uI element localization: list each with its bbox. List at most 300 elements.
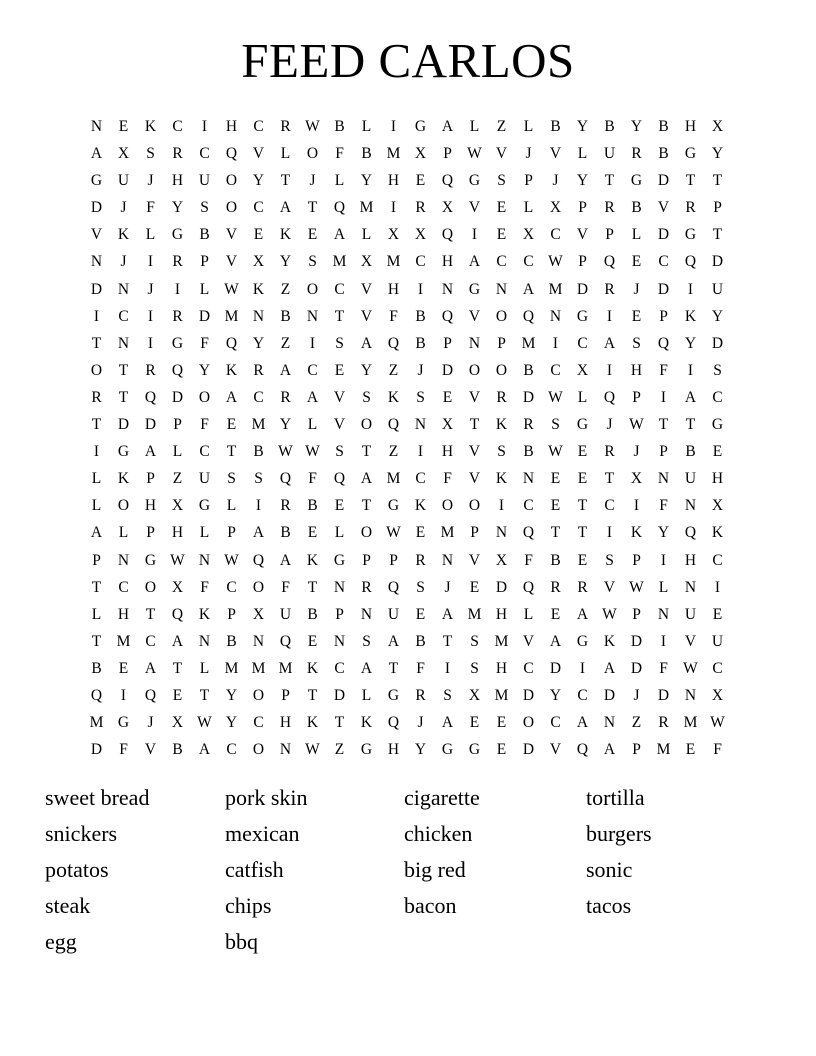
grid-cell[interactable]: G (360, 741, 373, 759)
grid-cell[interactable]: O (360, 524, 373, 542)
grid-cell[interactable]: Q (144, 388, 157, 406)
grid-cell[interactable]: Q (252, 551, 265, 569)
grid-cell[interactable]: W (170, 551, 185, 569)
grid-cell[interactable]: T (685, 172, 696, 190)
grid-cell[interactable]: U (711, 280, 724, 298)
grid-cell[interactable]: C (253, 118, 264, 135)
grid-cell[interactable]: E (712, 443, 723, 461)
grid-cell[interactable]: X (171, 497, 184, 515)
grid-cell[interactable]: K (414, 497, 427, 515)
grid-cell[interactable]: L (523, 199, 534, 217)
grid-cell[interactable]: O (360, 416, 373, 434)
grid-cell[interactable]: I (552, 334, 559, 352)
grid-cell[interactable]: E (415, 605, 426, 623)
grid-cell[interactable]: Z (388, 361, 399, 379)
word-list-item[interactable]: big red (404, 857, 466, 882)
grid-cell[interactable]: Z (496, 118, 507, 135)
grid-cell[interactable]: Q (657, 334, 670, 352)
grid-cell[interactable]: A (441, 118, 454, 135)
grid-cell[interactable]: P (470, 524, 479, 542)
grid-cell[interactable]: B (523, 361, 534, 379)
grid-cell[interactable]: J (525, 145, 532, 163)
grid-cell[interactable]: D (117, 416, 130, 434)
grid-cell[interactable]: L (226, 497, 237, 515)
grid-cell[interactable]: A (360, 470, 373, 488)
grid-cell[interactable]: J (633, 280, 640, 298)
grid-cell[interactable]: C (253, 388, 264, 406)
grid-cell[interactable]: G (576, 416, 589, 434)
grid-cell[interactable]: F (659, 659, 668, 677)
grid-cell[interactable]: B (415, 307, 426, 325)
grid-cell[interactable]: D (522, 686, 535, 704)
grid-cell[interactable]: V (468, 551, 481, 569)
grid-cell[interactable]: A (603, 741, 616, 759)
grid-cell[interactable]: H (495, 659, 508, 677)
grid-cell[interactable]: Y (711, 145, 724, 163)
grid-cell[interactable]: N (117, 334, 130, 352)
grid-cell[interactable]: O (144, 578, 157, 596)
grid-cell[interactable]: J (552, 172, 559, 190)
grid-cell[interactable]: N (198, 551, 211, 569)
grid-cell[interactable]: O (225, 172, 238, 190)
grid-cell[interactable]: A (306, 388, 319, 406)
grid-cell[interactable]: E (118, 118, 129, 135)
grid-cell[interactable]: N (90, 118, 103, 135)
grid-cell[interactable]: G (468, 741, 481, 759)
grid-cell[interactable]: Z (172, 470, 183, 488)
grid-cell[interactable]: E (550, 605, 561, 623)
grid-cell[interactable]: V (603, 578, 616, 596)
grid-cell[interactable]: M (656, 741, 671, 759)
grid-cell[interactable]: S (227, 470, 236, 488)
grid-cell[interactable]: G (387, 497, 400, 515)
grid-cell[interactable]: I (498, 497, 505, 515)
grid-cell[interactable]: M (278, 659, 293, 677)
grid-cell[interactable]: F (146, 199, 155, 217)
grid-cell[interactable]: M (386, 253, 401, 271)
grid-cell[interactable]: M (494, 632, 509, 650)
grid-cell[interactable]: J (120, 253, 127, 271)
grid-cell[interactable]: M (494, 686, 509, 704)
grid-cell[interactable]: X (441, 416, 454, 434)
grid-cell[interactable]: D (171, 388, 184, 406)
grid-cell[interactable]: T (172, 659, 183, 677)
grid-cell[interactable]: N (495, 524, 508, 542)
grid-cell[interactable]: W (197, 714, 212, 732)
grid-cell[interactable]: J (147, 280, 154, 298)
grid-cell[interactable]: T (307, 199, 318, 217)
grid-cell[interactable]: T (577, 497, 588, 515)
grid-cell[interactable]: M (440, 524, 455, 542)
grid-cell[interactable]: T (604, 470, 615, 488)
grid-cell[interactable]: O (117, 497, 130, 515)
grid-cell[interactable]: Q (522, 307, 535, 325)
grid-cell[interactable]: S (470, 659, 479, 677)
grid-cell[interactable]: L (145, 226, 156, 244)
grid-cell[interactable]: E (550, 497, 561, 515)
grid-cell[interactable]: H (441, 443, 454, 461)
grid-cell[interactable]: T (361, 497, 372, 515)
grid-cell[interactable]: I (390, 118, 397, 135)
grid-cell[interactable]: I (687, 361, 694, 379)
grid-cell[interactable]: H (387, 172, 400, 190)
grid-cell[interactable]: D (522, 388, 535, 406)
grid-cell[interactable]: I (660, 632, 667, 650)
grid-cell[interactable]: D (711, 334, 724, 352)
grid-cell[interactable]: L (361, 118, 372, 135)
grid-cell[interactable]: U (603, 145, 616, 163)
grid-cell[interactable]: E (307, 632, 318, 650)
grid-cell[interactable]: E (334, 497, 345, 515)
grid-cell[interactable]: H (387, 280, 400, 298)
grid-cell[interactable]: J (633, 443, 640, 461)
grid-cell[interactable]: N (414, 416, 427, 434)
grid-cell[interactable]: D (90, 741, 103, 759)
grid-cell[interactable]: O (306, 280, 319, 298)
grid-cell[interactable]: X (414, 226, 427, 244)
word-list-item[interactable]: cigarette (404, 785, 480, 810)
grid-cell[interactable]: L (118, 524, 129, 542)
grid-cell[interactable]: P (659, 307, 668, 325)
grid-cell[interactable]: H (684, 118, 697, 135)
grid-cell[interactable]: A (360, 334, 373, 352)
grid-cell[interactable]: F (200, 416, 209, 434)
grid-cell[interactable]: S (308, 253, 317, 271)
grid-cell[interactable]: W (305, 118, 320, 135)
grid-cell[interactable]: O (252, 578, 265, 596)
grid-cell[interactable]: S (497, 443, 506, 461)
grid-cell[interactable]: G (576, 632, 589, 650)
grid-cell[interactable]: E (307, 524, 318, 542)
grid-cell[interactable]: F (524, 551, 533, 569)
word-list-item[interactable]: sonic (586, 857, 633, 882)
grid-cell[interactable]: R (280, 388, 291, 406)
grid-cell[interactable]: I (201, 118, 208, 135)
grid-cell[interactable]: M (224, 307, 239, 325)
grid-cell[interactable]: K (117, 226, 130, 244)
grid-cell[interactable]: N (333, 632, 346, 650)
grid-cell[interactable]: G (144, 551, 157, 569)
grid-cell[interactable]: I (390, 199, 397, 217)
grid-cell[interactable]: Y (630, 118, 643, 135)
grid-cell[interactable]: E (577, 551, 588, 569)
grid-cell[interactable]: E (496, 714, 507, 732)
grid-cell[interactable]: C (307, 361, 318, 379)
grid-cell[interactable]: T (118, 388, 129, 406)
grid-cell[interactable]: D (630, 632, 643, 650)
grid-cell[interactable]: L (523, 605, 534, 623)
grid-cell[interactable]: W (629, 578, 644, 596)
grid-cell[interactable]: Y (576, 118, 589, 135)
grid-cell[interactable]: I (633, 497, 640, 515)
grid-cell[interactable]: M (467, 605, 482, 623)
grid-cell[interactable]: E (118, 659, 129, 677)
grid-cell[interactable]: R (91, 388, 102, 406)
grid-cell[interactable]: K (279, 226, 292, 244)
grid-cell[interactable]: B (415, 632, 426, 650)
grid-cell[interactable]: E (631, 307, 642, 325)
grid-cell[interactable]: L (199, 524, 210, 542)
grid-cell[interactable]: R (280, 118, 291, 135)
grid-cell[interactable]: U (684, 470, 697, 488)
grid-cell[interactable]: V (333, 416, 346, 434)
grid-cell[interactable]: J (120, 199, 127, 217)
grid-cell[interactable]: P (632, 551, 641, 569)
grid-cell[interactable]: R (685, 199, 696, 217)
grid-cell[interactable]: Q (333, 470, 346, 488)
grid-cell[interactable]: R (145, 361, 156, 379)
grid-cell[interactable]: K (144, 118, 157, 135)
grid-cell[interactable]: Y (549, 686, 562, 704)
grid-cell[interactable]: G (333, 551, 346, 569)
grid-cell[interactable]: W (224, 551, 239, 569)
grid-cell[interactable]: H (495, 605, 508, 623)
grid-cell[interactable]: S (335, 334, 344, 352)
grid-cell[interactable]: Y (711, 307, 724, 325)
grid-cell[interactable]: F (713, 741, 722, 759)
grid-cell[interactable]: T (118, 361, 129, 379)
grid-cell[interactable]: B (604, 118, 615, 135)
word-list-item[interactable]: egg (45, 929, 77, 954)
grid-cell[interactable]: A (603, 334, 616, 352)
word-list-item[interactable]: snickers (45, 821, 118, 846)
grid-cell[interactable]: P (632, 388, 641, 406)
grid-cell[interactable]: V (144, 741, 157, 759)
grid-cell[interactable]: E (469, 578, 480, 596)
grid-cell[interactable]: B (334, 118, 345, 135)
grid-cell[interactable]: K (306, 714, 319, 732)
grid-cell[interactable]: X (441, 199, 454, 217)
grid-cell[interactable]: S (632, 334, 641, 352)
word-list-item[interactable]: chips (225, 893, 272, 918)
grid-cell[interactable]: R (604, 280, 615, 298)
grid-cell[interactable]: Q (387, 578, 400, 596)
grid-cell[interactable]: I (309, 334, 316, 352)
grid-cell[interactable]: K (225, 361, 238, 379)
grid-cell[interactable]: I (147, 253, 154, 271)
grid-cell[interactable]: W (305, 741, 320, 759)
grid-cell[interactable]: I (579, 659, 586, 677)
grid-cell[interactable]: J (147, 172, 154, 190)
grid-cell[interactable]: W (683, 659, 698, 677)
grid-cell[interactable]: T (442, 632, 453, 650)
grid-cell[interactable]: A (333, 226, 346, 244)
grid-cell[interactable]: N (684, 578, 697, 596)
grid-cell[interactable]: L (658, 578, 669, 596)
grid-cell[interactable]: Y (225, 714, 238, 732)
grid-cell[interactable]: Q (441, 307, 454, 325)
grid-cell[interactable]: K (306, 551, 319, 569)
grid-cell[interactable]: I (687, 280, 694, 298)
grid-cell[interactable]: T (145, 605, 156, 623)
grid-cell[interactable]: X (495, 551, 508, 569)
grid-cell[interactable]: A (360, 659, 373, 677)
grid-cell[interactable]: L (307, 416, 318, 434)
grid-cell[interactable]: Q (387, 714, 400, 732)
grid-cell[interactable]: E (172, 686, 183, 704)
grid-cell[interactable]: C (226, 578, 237, 596)
grid-cell[interactable]: A (171, 632, 184, 650)
grid-cell[interactable]: H (684, 551, 697, 569)
grid-cell[interactable]: S (605, 551, 614, 569)
grid-cell[interactable]: H (171, 524, 184, 542)
grid-cell[interactable]: Y (360, 361, 373, 379)
grid-cell[interactable]: R (415, 686, 426, 704)
grid-cell[interactable]: S (497, 172, 506, 190)
grid-cell[interactable]: W (629, 416, 644, 434)
grid-cell[interactable]: C (577, 686, 588, 704)
grid-cell[interactable]: P (146, 470, 155, 488)
grid-cell[interactable]: X (630, 470, 643, 488)
grid-cell[interactable]: V (468, 388, 481, 406)
grid-cell[interactable]: L (199, 659, 210, 677)
grid-cell[interactable]: B (253, 443, 264, 461)
grid-cell[interactable]: P (713, 199, 722, 217)
grid-cell[interactable]: P (92, 551, 101, 569)
grid-cell[interactable]: S (713, 361, 722, 379)
grid-cell[interactable]: E (685, 741, 696, 759)
grid-cell[interactable]: N (468, 334, 481, 352)
grid-cell[interactable]: D (198, 307, 211, 325)
grid-cell[interactable]: I (417, 280, 424, 298)
grid-cell[interactable]: X (387, 226, 400, 244)
grid-cell[interactable]: V (360, 280, 373, 298)
grid-cell[interactable]: D (549, 659, 562, 677)
grid-cell[interactable]: A (522, 280, 535, 298)
grid-cell[interactable]: U (198, 172, 211, 190)
grid-cell[interactable]: L (334, 524, 345, 542)
grid-cell[interactable]: C (496, 253, 507, 271)
grid-cell[interactable]: N (657, 605, 670, 623)
grid-cell[interactable]: P (443, 145, 452, 163)
grid-cell[interactable]: M (251, 416, 266, 434)
grid-cell[interactable]: Q (576, 741, 589, 759)
grid-cell[interactable]: C (712, 551, 723, 569)
grid-cell[interactable]: T (388, 659, 399, 677)
grid-cell[interactable]: K (360, 714, 373, 732)
grid-cell[interactable]: U (387, 605, 400, 623)
grid-cell[interactable]: F (416, 659, 425, 677)
grid-cell[interactable]: G (441, 741, 454, 759)
grid-cell[interactable]: I (660, 388, 667, 406)
grid-cell[interactable]: U (711, 632, 724, 650)
grid-cell[interactable]: C (172, 118, 183, 135)
grid-cell[interactable]: Y (252, 172, 265, 190)
grid-cell[interactable]: K (117, 470, 130, 488)
grid-cell[interactable]: A (549, 632, 562, 650)
grid-cell[interactable]: N (441, 280, 454, 298)
grid-cell[interactable]: H (387, 741, 400, 759)
grid-cell[interactable]: P (227, 605, 236, 623)
grid-cell[interactable]: U (684, 605, 697, 623)
grid-cell[interactable]: J (417, 361, 424, 379)
grid-cell[interactable]: P (335, 605, 344, 623)
grid-cell[interactable]: N (603, 714, 616, 732)
grid-cell[interactable]: R (523, 416, 534, 434)
grid-cell[interactable]: E (469, 714, 480, 732)
grid-cell[interactable]: L (91, 605, 102, 623)
grid-cell[interactable]: E (496, 199, 507, 217)
grid-cell[interactable]: Q (333, 199, 346, 217)
grid-cell[interactable]: C (415, 253, 426, 271)
grid-cell[interactable]: T (604, 172, 615, 190)
grid-cell[interactable]: E (550, 470, 561, 488)
grid-cell[interactable]: N (252, 307, 265, 325)
grid-cell[interactable]: P (605, 226, 614, 244)
grid-cell[interactable]: P (281, 686, 290, 704)
grid-cell[interactable]: Y (657, 524, 670, 542)
grid-cell[interactable]: Y (198, 361, 211, 379)
grid-cell[interactable]: D (711, 253, 724, 271)
grid-cell[interactable]: A (90, 145, 103, 163)
grid-cell[interactable]: G (171, 226, 184, 244)
grid-cell[interactable]: E (415, 172, 426, 190)
word-list-item[interactable]: tortilla (586, 785, 645, 810)
grid-cell[interactable]: I (93, 307, 100, 325)
grid-cell[interactable]: B (172, 741, 183, 759)
grid-cell[interactable]: O (468, 361, 481, 379)
grid-cell[interactable]: I (606, 524, 613, 542)
grid-cell[interactable]: Q (387, 334, 400, 352)
grid-cell[interactable]: T (685, 416, 696, 434)
grid-cell[interactable]: A (684, 388, 697, 406)
grid-cell[interactable]: T (577, 524, 588, 542)
grid-cell[interactable]: M (116, 632, 131, 650)
grid-cell[interactable]: F (335, 145, 344, 163)
grid-cell[interactable]: G (468, 280, 481, 298)
grid-cell[interactable]: Q (684, 253, 697, 271)
grid-cell[interactable]: N (90, 253, 103, 271)
grid-cell[interactable]: W (548, 253, 563, 271)
grid-cell[interactable]: F (308, 470, 317, 488)
grid-cell[interactable]: C (604, 497, 615, 515)
grid-cell[interactable]: A (279, 551, 292, 569)
grid-cell[interactable]: P (362, 551, 371, 569)
grid-cell[interactable]: O (441, 497, 454, 515)
word-list-item[interactable]: pork skin (225, 785, 308, 810)
grid-cell[interactable]: Y (279, 416, 292, 434)
grid-cell[interactable]: H (117, 605, 130, 623)
grid-cell[interactable]: T (550, 524, 561, 542)
grid-cell[interactable]: R (658, 714, 669, 732)
grid-cell[interactable]: N (684, 497, 697, 515)
grid-cell[interactable]: Q (171, 605, 184, 623)
grid-cell[interactable]: T (712, 226, 723, 244)
grid-cell[interactable]: F (281, 578, 290, 596)
grid-cell[interactable]: A (576, 605, 589, 623)
grid-cell[interactable]: W (224, 280, 239, 298)
grid-cell[interactable]: H (225, 118, 238, 135)
grid-cell[interactable]: I (120, 686, 127, 704)
grid-cell[interactable]: X (576, 361, 589, 379)
grid-cell[interactable]: U (279, 605, 292, 623)
grid-cell[interactable]: P (659, 443, 668, 461)
grid-cell[interactable]: G (711, 416, 724, 434)
grid-cell[interactable]: B (658, 118, 669, 135)
grid-cell[interactable]: M (386, 145, 401, 163)
grid-cell[interactable]: B (550, 118, 561, 135)
grid-cell[interactable]: S (146, 145, 155, 163)
word-list-item[interactable]: burgers (586, 821, 652, 846)
grid-cell[interactable]: Q (90, 686, 103, 704)
grid-cell[interactable]: S (335, 443, 344, 461)
grid-cell[interactable]: D (657, 226, 670, 244)
grid-cell[interactable]: Q (603, 388, 616, 406)
grid-cell[interactable]: W (305, 443, 320, 461)
grid-cell[interactable]: L (577, 388, 588, 406)
grid-cell[interactable]: Q (603, 253, 616, 271)
grid-cell[interactable]: E (496, 226, 507, 244)
